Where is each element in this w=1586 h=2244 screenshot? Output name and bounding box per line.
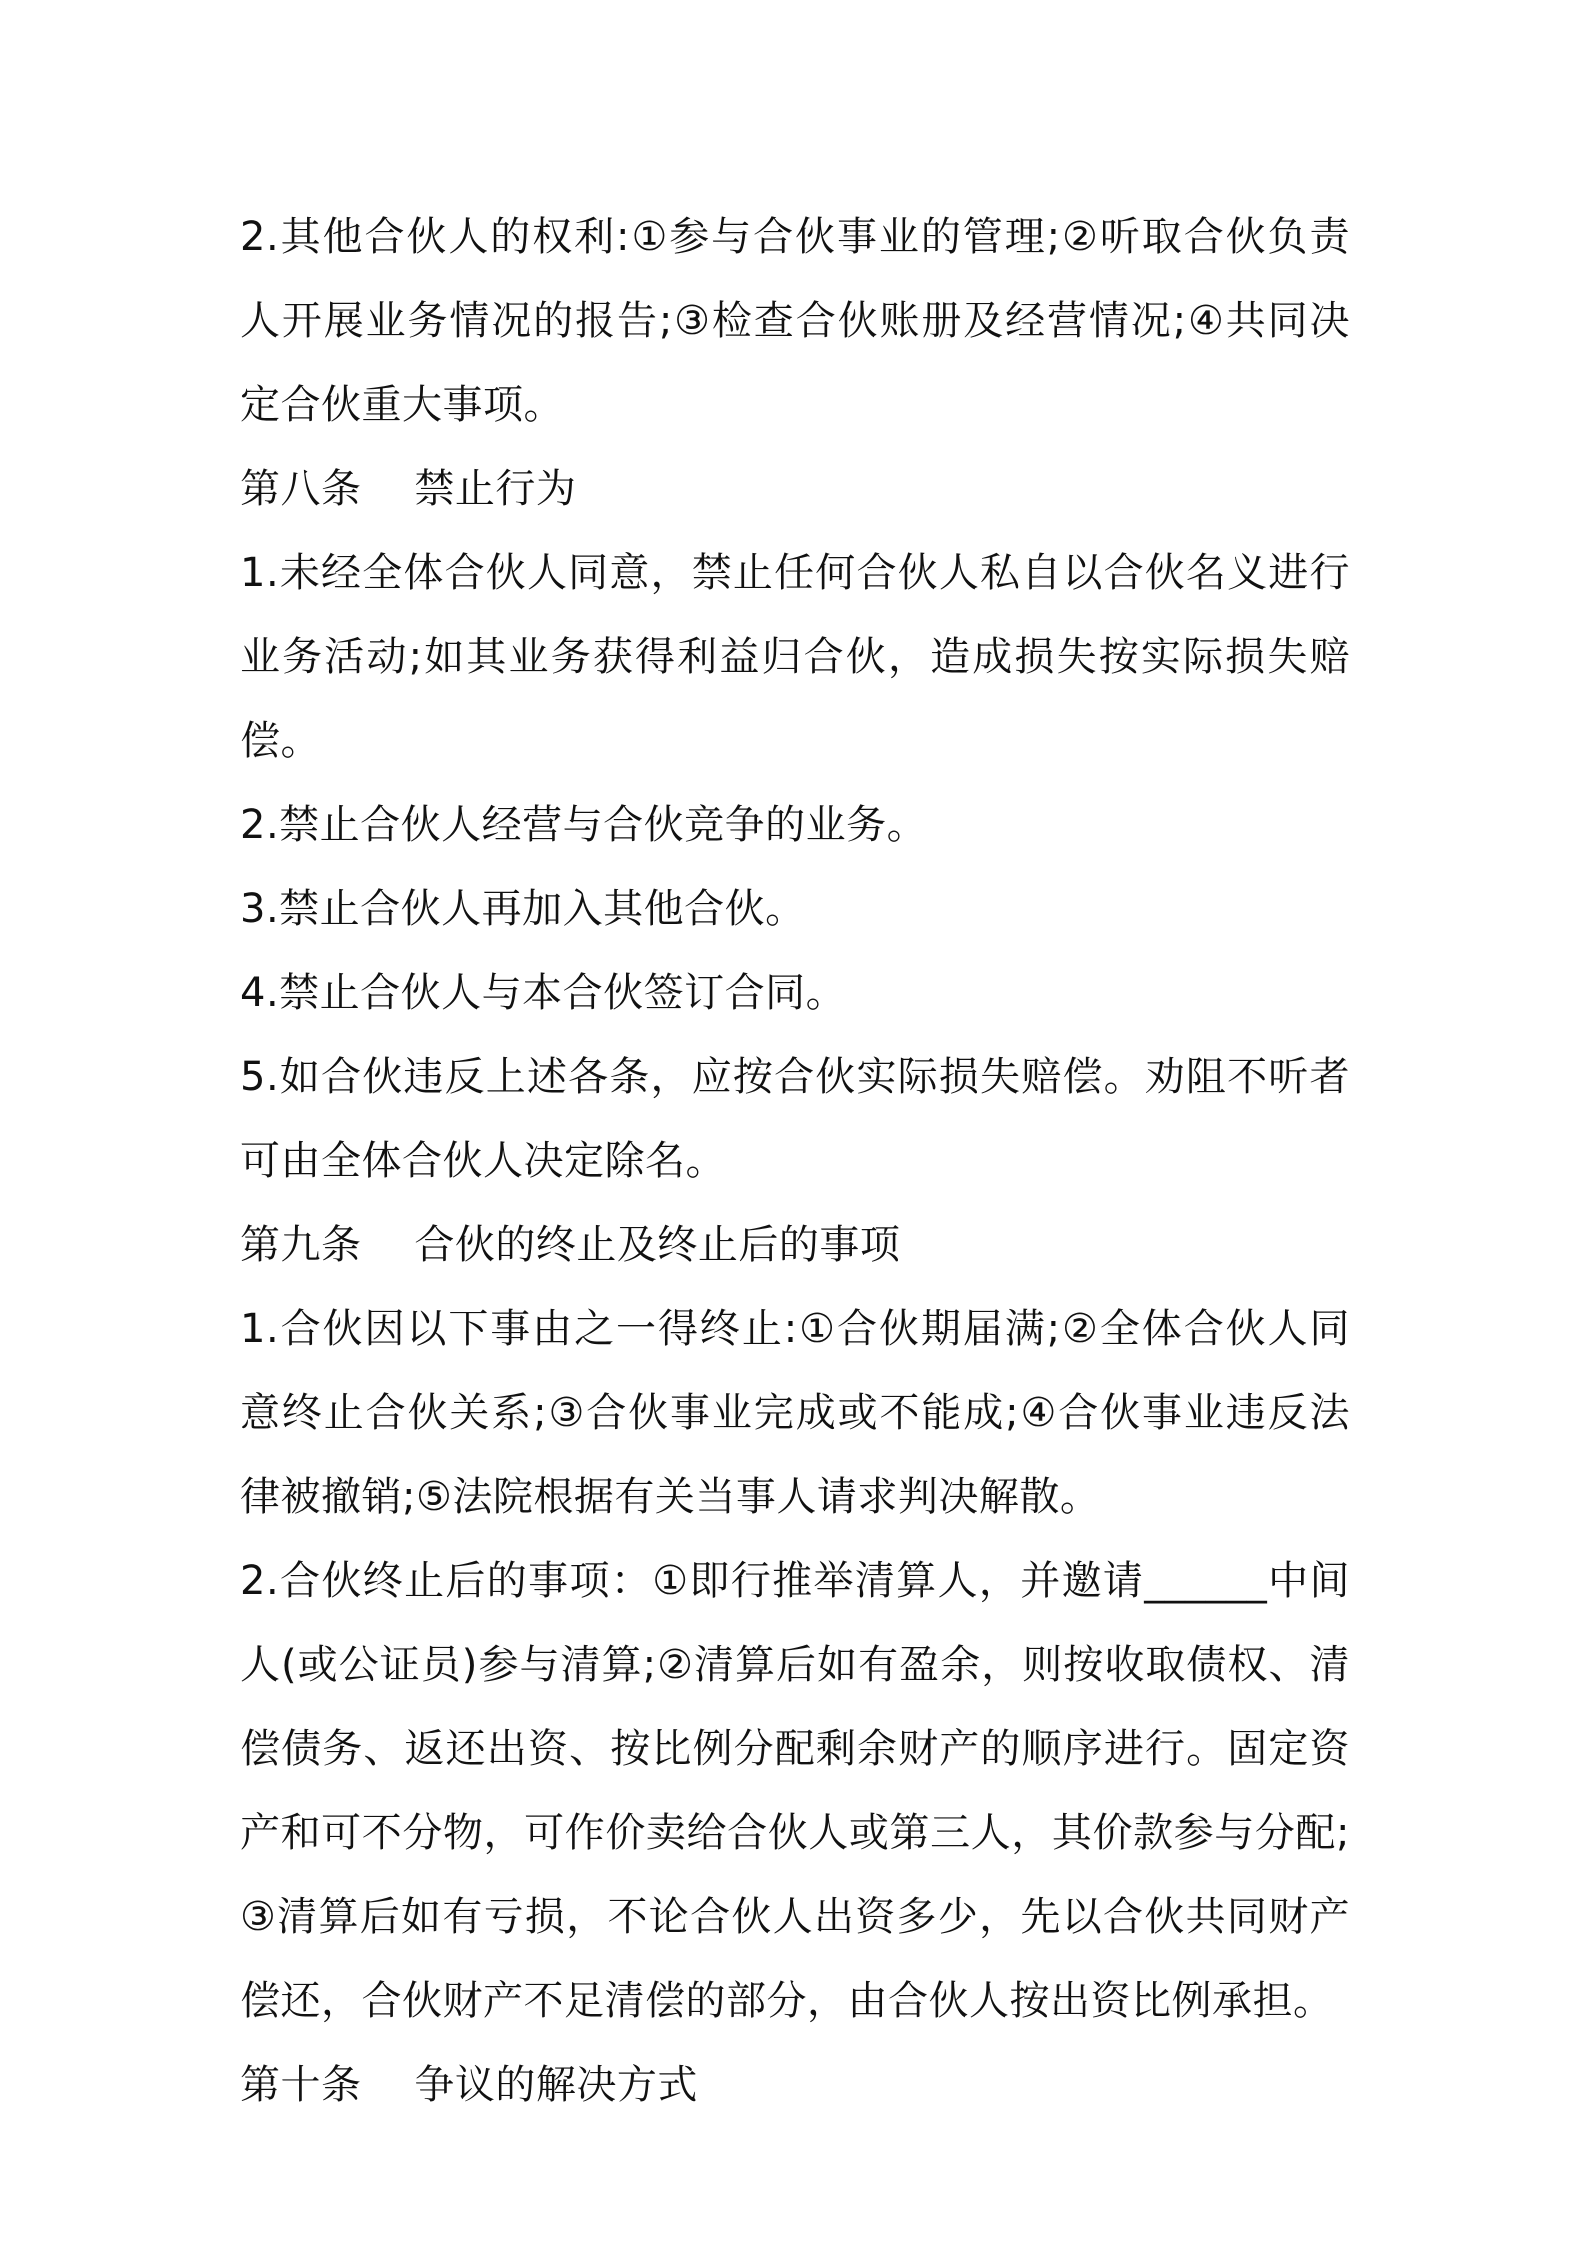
- article-8-heading: 第八条 禁止行为: [240, 466, 577, 512]
- article-8-item-4: 4.禁止合伙人与本合伙签订合同。: [240, 970, 847, 1016]
- document-body: [240, 195, 1350, 2127]
- article-9-heading: 第九条 合伙的终止及终止后的事项: [240, 1222, 901, 1268]
- article-8-item-3: 3.禁止合伙人再加入其他合伙。: [240, 886, 806, 932]
- article-10-heading: 第十条 争议的解决方式: [240, 2062, 698, 2108]
- article-9-item-1: 1.合伙因以下事由之一得终止:①合伙期届满;②全体合伙人同意终止合伙关系;③合伙事业完成或不能成;④合伙事业违反法律被撤销;⑤法院根据有关当事人请求判决解散。: [240, 1306, 1350, 1520]
- article-8-item-2: 2.禁止合伙人经营与合伙竞争的业务。: [240, 802, 928, 848]
- clause-7-item-2: 2.其他合伙人的权利:①参与合伙事业的管理;②听取合伙负责人开展业务情况的报告;③检查合伙账册及经营情况;④共同决定合伙重大事项。: [240, 214, 1350, 428]
- article-9-item-2: 2.合伙终止后的事项：①即行推举清算人，并邀请______中间人(或公证员)参与清算;②清算后如有盈余，则按收取债权、清偿债务、返还出资、按比例分配剩余财产的顺序进行。固定资产和可不分物，可作价卖给合伙人或第三人，其价款参与分配;③清算后如有亏损，不论合伙人出资多少，先以合伙共同财产偿还，合伙财产不足清偿的部分，由合伙人按出资比例承担。: [240, 1558, 1350, 2024]
- article-8-item-1: 1.未经全体合伙人同意，禁止任何合伙人私自以合伙名义进行业务活动;如其业务获得利益归合伙，造成损失按实际损失赔偿。: [240, 550, 1350, 764]
- article-8-item-5: 5.如合伙违反上述各条，应按合伙实际损失赔偿。劝阻不听者可由全体合伙人决定除名。: [240, 1054, 1350, 1184]
